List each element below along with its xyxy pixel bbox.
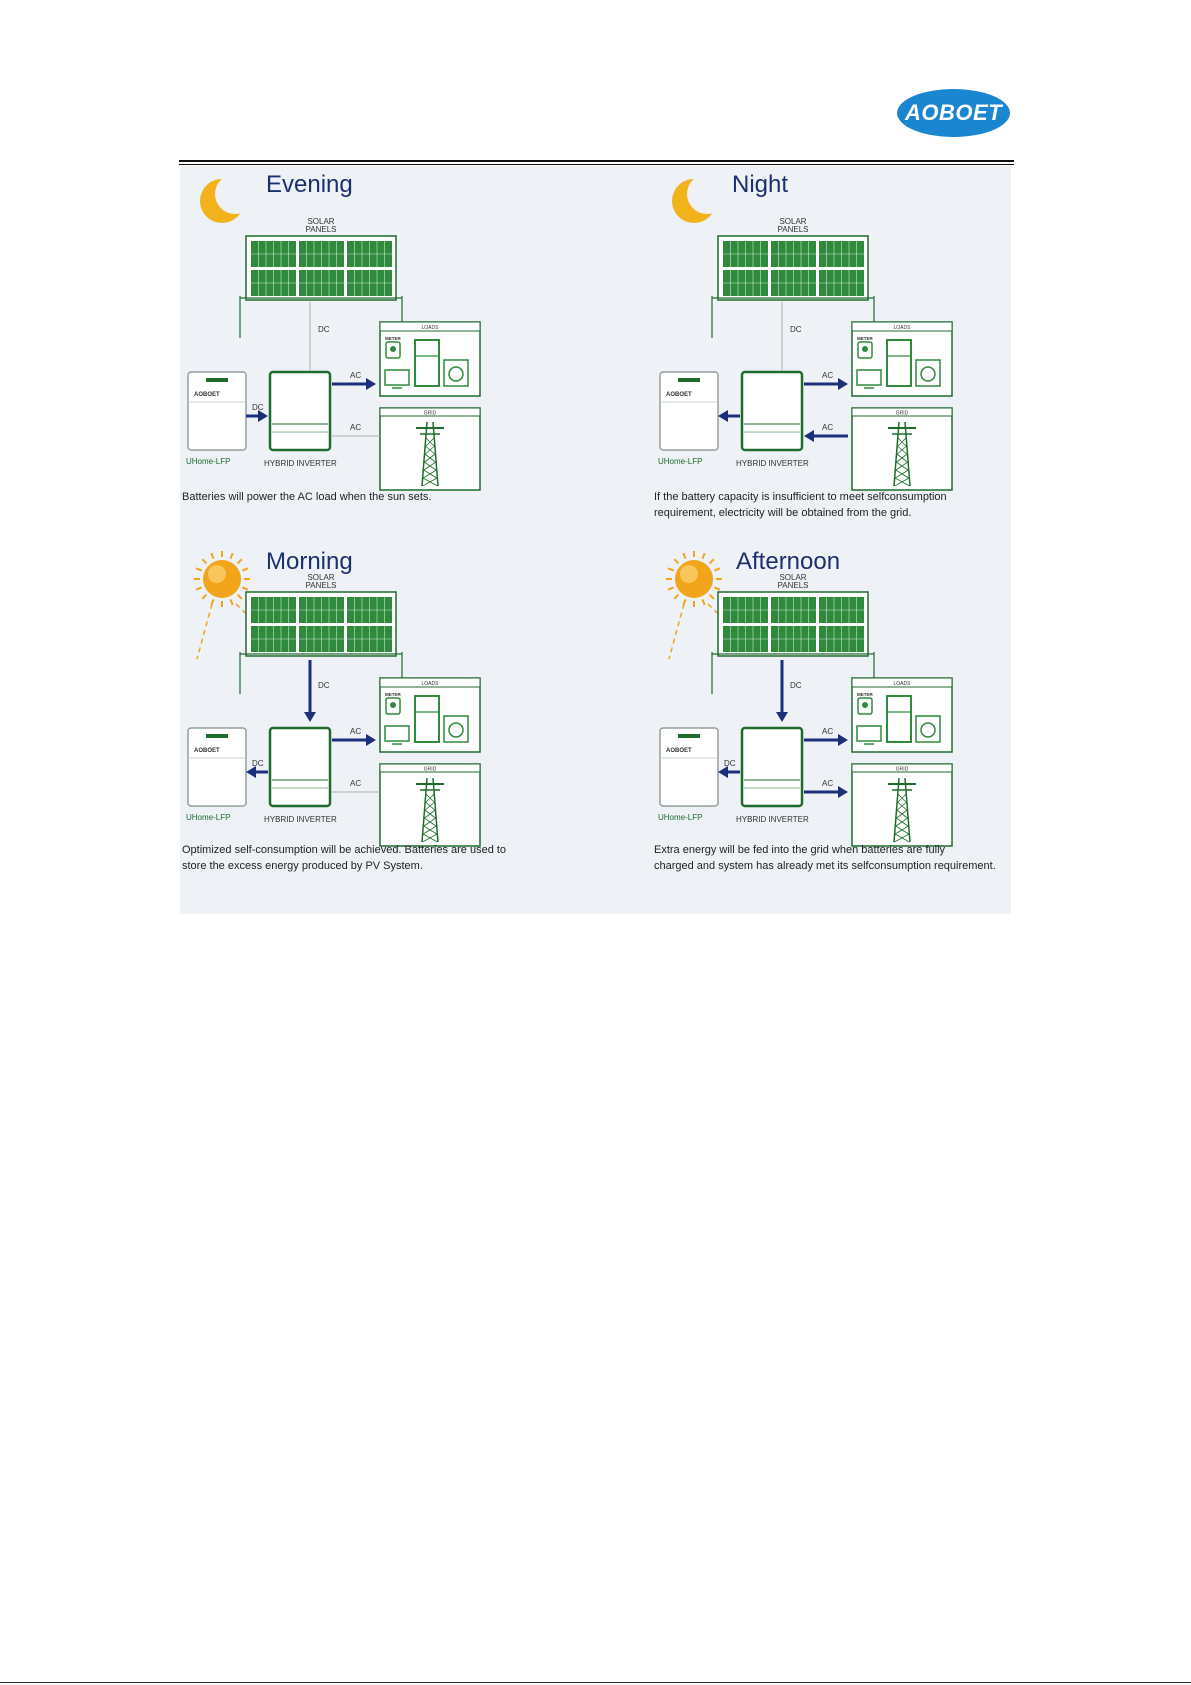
hybrid-inverter: [736, 728, 809, 824]
washer-icon: [916, 716, 940, 742]
grid-box: [380, 408, 480, 490]
panel-caption-line: Batteries will power the AC load when the sun sets.: [182, 491, 432, 503]
battery-name-label: UHome-LFP: [186, 813, 231, 822]
solar-panel-array: [712, 592, 874, 694]
battery-name-label: UHome-LFP: [658, 457, 703, 466]
grid-label: GRID: [895, 766, 909, 773]
solar-label: SOLAR: [307, 573, 335, 582]
panel-caption: [182, 844, 506, 872]
panel-caption-line: charged and system has already met its selfconsumption requirement.: [654, 860, 996, 872]
ac-grid-label: AC: [350, 779, 362, 788]
grid-box: [852, 408, 952, 490]
dc-solar-label: DC: [790, 681, 802, 690]
inverter-label: HYBRID INVERTER: [264, 459, 337, 468]
moon-icon: [672, 174, 727, 223]
solar-label: PANELS: [777, 225, 809, 234]
arrow-head: [838, 786, 848, 798]
panel-title: Night: [732, 171, 789, 198]
moon-icon: [200, 174, 255, 223]
scenario-panel-evening: [182, 171, 480, 503]
grid-label: GRID: [895, 410, 909, 417]
aoboet-logo: AOBOET: [897, 89, 1010, 137]
meter-label: METER: [385, 336, 401, 341]
header-rule-thin: [179, 164, 1014, 165]
ac-grid-label: AC: [350, 423, 362, 432]
ac-load-label: AC: [350, 727, 362, 736]
hybrid-inverter: [264, 372, 337, 468]
tv-icon: [385, 726, 409, 741]
arrow-head: [838, 378, 848, 390]
ac-load-label: AC: [822, 727, 834, 736]
washer-icon: [444, 360, 468, 386]
battery-unit: [186, 372, 246, 466]
scenario-panel-afternoon: [654, 548, 996, 872]
battery-name-label: UHome-LFP: [658, 813, 703, 822]
panel-caption-line: Extra energy will be fed into the grid when batteries are fully: [654, 844, 946, 856]
washer-icon: [916, 360, 940, 386]
arrow-head: [838, 734, 848, 746]
battery-brand-label: AOBOET: [666, 748, 692, 754]
panel-title: Morning: [266, 548, 353, 575]
arrow-head: [718, 410, 728, 422]
dc-solar-label: DC: [318, 325, 330, 334]
loads-label: LOADS: [893, 681, 911, 687]
loads-box: [852, 322, 952, 396]
energy-flow-diagram: [180, 166, 1011, 914]
dc-battery-label: DC: [252, 759, 264, 768]
battery-unit: [658, 728, 718, 822]
dc-battery-label: DC: [252, 403, 264, 412]
inverter-label: HYBRID INVERTER: [264, 815, 337, 824]
grid-label: GRID: [423, 766, 437, 773]
loads-label: LOADS: [421, 681, 439, 687]
arrow-head: [804, 430, 814, 442]
scenario-panel-night: [654, 171, 952, 519]
meter-label: METER: [857, 692, 873, 697]
meter-label: METER: [385, 692, 401, 697]
hybrid-inverter: [264, 728, 337, 824]
inverter-label: HYBRID INVERTER: [736, 815, 809, 824]
panel-caption: [182, 491, 431, 503]
solar-label: SOLAR: [779, 573, 807, 582]
panel-title: Evening: [266, 171, 353, 198]
battery-brand-label: AOBOET: [194, 392, 220, 398]
loads-box: [380, 322, 480, 396]
fridge-icon: [887, 696, 911, 742]
tv-icon: [857, 370, 881, 385]
dc-solar-label: DC: [790, 325, 802, 334]
solar-label: SOLAR: [779, 217, 807, 226]
dc-battery-label: DC: [724, 759, 736, 768]
ac-grid-label: AC: [822, 779, 834, 788]
energy-flow-figure: [180, 166, 1011, 914]
washer-icon: [444, 716, 468, 742]
header-rule: [179, 160, 1014, 162]
panel-title: Afternoon: [736, 548, 841, 575]
tv-icon: [385, 370, 409, 385]
panel-caption: [654, 491, 947, 519]
tv-icon: [857, 726, 881, 741]
arrow-head: [776, 712, 788, 722]
grid-box: [380, 764, 480, 846]
fridge-icon: [887, 340, 911, 386]
battery-unit: [658, 372, 718, 466]
grid-box: [852, 764, 952, 846]
loads-label: LOADS: [421, 325, 439, 331]
meter-label: METER: [857, 336, 873, 341]
footer-rule: [0, 1682, 1191, 1683]
ac-load-label: AC: [350, 371, 362, 380]
battery-brand-label: AOBOET: [194, 748, 220, 754]
solar-label: PANELS: [305, 581, 337, 590]
arrow-head: [304, 712, 316, 722]
loads-label: LOADS: [893, 325, 911, 331]
battery-unit: [186, 728, 246, 822]
arrow-head: [366, 378, 376, 390]
fridge-icon: [415, 340, 439, 386]
hybrid-inverter: [736, 372, 809, 468]
ac-load-label: AC: [822, 371, 834, 380]
solar-label: PANELS: [777, 581, 809, 590]
solar-label: SOLAR: [307, 217, 335, 226]
panel-caption-line: Optimized self-consumption will be achieved. Batteries are used to: [182, 844, 507, 856]
battery-name-label: UHome-LFP: [186, 457, 231, 466]
fridge-icon: [415, 696, 439, 742]
solar-panel-array: [712, 236, 874, 338]
solar-panel-array: [240, 592, 402, 694]
solar-panel-array: [240, 236, 402, 338]
battery-brand-label: AOBOET: [666, 392, 692, 398]
solar-label: PANELS: [305, 225, 337, 234]
panel-caption-line: store the excess energy produced by PV System.: [182, 860, 423, 872]
panel-caption-line: requirement, electricity will be obtained from the grid.: [654, 507, 912, 519]
loads-box: [852, 678, 952, 752]
grid-label: GRID: [423, 410, 437, 417]
scenario-panel-morning: [182, 548, 506, 872]
arrow-head: [366, 734, 376, 746]
panel-caption: [654, 844, 996, 872]
dc-solar-label: DC: [318, 681, 330, 690]
ac-grid-label: AC: [822, 423, 834, 432]
inverter-label: HYBRID INVERTER: [736, 459, 809, 468]
loads-box: [380, 678, 480, 752]
panel-caption-line: If the battery capacity is insufficient to meet selfconsumption: [654, 491, 947, 503]
